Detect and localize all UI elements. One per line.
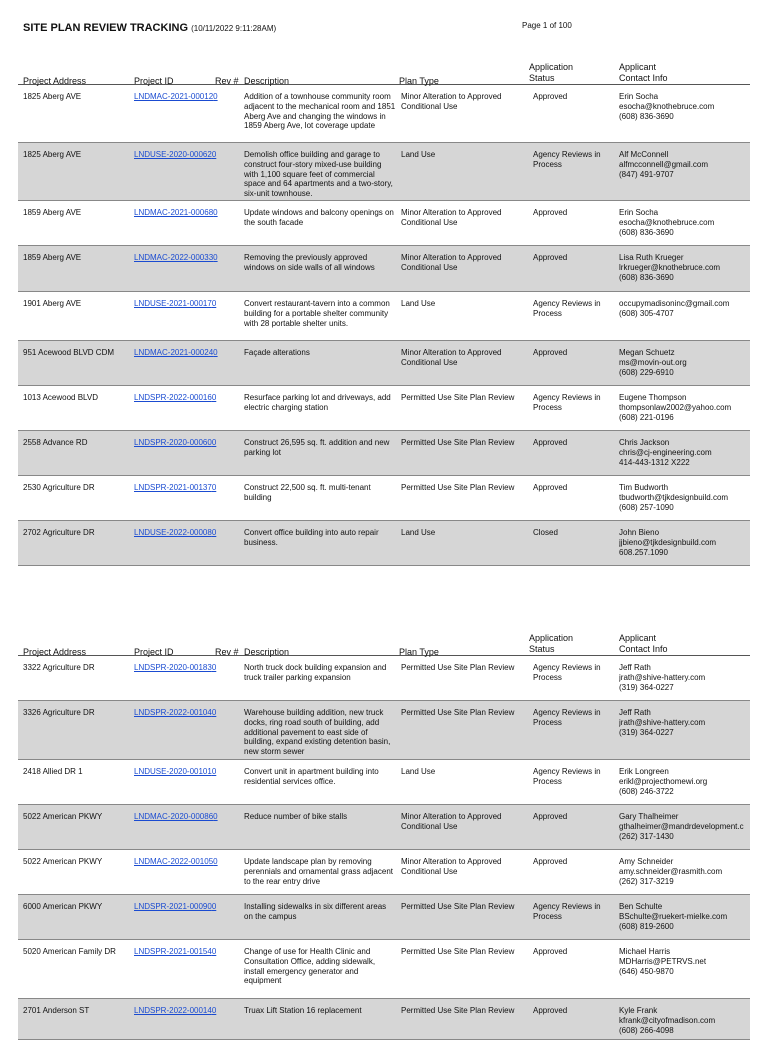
applicant-contact xyxy=(619,708,749,737)
project-address: 5022 American PKWY xyxy=(23,812,103,821)
contact-phone: (608) 229-6910 xyxy=(619,367,674,377)
project-id: LNDSPR-2021-00090 xyxy=(134,902,212,911)
col-header-plan-type: Plan Type xyxy=(399,76,439,86)
project-id-link[interactable] xyxy=(134,767,222,777)
project-id-link[interactable] xyxy=(134,1006,222,1016)
contact-email: BSchulte@ruekert-mielke.com xyxy=(619,911,728,921)
project-id: LNDSPR-2020-00060 xyxy=(134,438,212,447)
project-id: LNDMAC-2021-00024 xyxy=(134,348,214,357)
contact-email: erikl@projecthomewi.org xyxy=(619,776,708,786)
project-address: 6000 American PKWY xyxy=(23,902,103,911)
revision-number: 0 xyxy=(211,902,217,911)
contact-phone: (262) 317-1430 xyxy=(619,831,674,841)
project-address: 1859 Aberg AVE xyxy=(23,208,82,217)
description: Demolish office building and garage to construct four-story mixed-use building with 1,100 square feet of commercial space and 64 apartments and a two-story, six-unit townhouse. xyxy=(244,150,393,199)
project-id: LNDSPR-2021-00137 xyxy=(134,483,212,492)
contact-name: Megan Schuetz xyxy=(619,348,675,357)
applicant-contact xyxy=(619,483,749,512)
application-status: Approved xyxy=(533,947,568,956)
col-header-contact-line1: Applicant xyxy=(619,633,657,643)
col-header-address: Project Address xyxy=(23,647,87,657)
contact-name: Lisa Ruth Krueger xyxy=(619,253,684,262)
revision-number: 0 xyxy=(211,708,217,717)
table-row xyxy=(18,940,750,999)
applicant-contact xyxy=(619,208,749,237)
plan-type: Permitted Use Site Plan Review xyxy=(401,393,515,402)
project-address: 1859 Aberg AVE xyxy=(23,253,82,262)
section-2 xyxy=(0,625,768,1040)
contact-email: tbudworth@tjkdesignbuild.com xyxy=(619,492,729,502)
applicant-contact xyxy=(619,92,749,121)
contact-name: Erin Socha xyxy=(619,208,659,217)
applicant-contact xyxy=(619,253,749,282)
col-header-contact-line2: Contact Info xyxy=(619,73,668,83)
description: Construct 26,595 sq. ft. addition and new parking lot xyxy=(244,438,390,457)
revision-number: 0 xyxy=(211,150,217,159)
col-header-project-id: Project ID xyxy=(134,647,174,657)
contact-phone: (608) 836-3690 xyxy=(619,111,674,121)
project-address: 951 Acewood BLVD CDM xyxy=(23,348,115,357)
plan-type: Permitted Use Site Plan Review xyxy=(401,708,515,717)
contact-phone: (646) 450-9870 xyxy=(619,966,674,976)
contact-phone: (319) 364-0227 xyxy=(619,682,674,692)
col-header-status-line1: Application xyxy=(529,62,574,72)
application-status: Agency Reviews in Process xyxy=(533,902,601,921)
plan-type: Minor Alteration to Approved Conditional Use xyxy=(401,92,502,111)
project-id: LNDUSE-2020-00101 xyxy=(134,767,212,776)
applicant-contact xyxy=(619,528,749,557)
project-address: 1013 Acewood BLVD xyxy=(23,393,99,402)
plan-type: Permitted Use Site Plan Review xyxy=(401,902,515,911)
plan-type: Minor Alteration to Approved Conditional Use xyxy=(401,253,502,272)
project-id-link[interactable] xyxy=(134,483,222,493)
col-header-description: Description xyxy=(244,76,290,86)
col-header-project-id: Project ID xyxy=(134,76,174,86)
description: Addition of a townhouse community room adjacent to the mechanical room and 1851 Aberg Ave and changing the windows in 1859 Aberg Ave, lot coverage update xyxy=(244,92,396,131)
table-row xyxy=(18,143,750,201)
contact-name: Amy Schneider xyxy=(619,857,674,866)
description: Reduce number of bike stalls xyxy=(244,812,348,821)
table-row xyxy=(18,85,750,143)
contact-phone: 414-443-1312 X222 xyxy=(619,457,690,467)
project-address: 1825 Aberg AVE xyxy=(23,92,82,101)
application-status: Agency Reviews in Process xyxy=(533,767,601,786)
revision-number: 0 xyxy=(213,812,218,821)
contact-name: Erik Longreen xyxy=(619,767,669,776)
description: Resurface parking lot and driveways, add electric charging station xyxy=(244,393,391,412)
application-status: Approved xyxy=(533,857,568,866)
contact-name: Tim Budworth xyxy=(619,483,669,492)
plan-type: Permitted Use Site Plan Review xyxy=(401,483,515,492)
project-id: LNDSPR-2021-00154 xyxy=(134,947,212,956)
table-row xyxy=(18,656,750,701)
contact-email: gthalheimer@mandrdevelopment.c xyxy=(619,821,744,831)
project-address: 2702 Agriculture DR xyxy=(23,528,95,537)
application-status: Approved xyxy=(533,208,568,217)
table-row xyxy=(18,292,750,341)
revision-number: 0 xyxy=(213,857,218,866)
col-header-status-line1: Application xyxy=(529,633,574,643)
project-id: LNDMAC-2022-00033 xyxy=(134,253,214,262)
project-id-link[interactable] xyxy=(134,812,222,822)
project-address: 2418 Allied DR 1 xyxy=(23,767,83,776)
plan-type: Land Use xyxy=(401,528,436,537)
contact-email: jjbieno@tjkdesignbuild.com xyxy=(619,537,717,547)
col-header-address: Project Address xyxy=(23,76,87,86)
table-row xyxy=(18,431,750,476)
contact-email: amy.schneider@rasmith.com xyxy=(619,866,723,876)
revision-number: 0 xyxy=(213,348,218,357)
project-id-link[interactable] xyxy=(134,528,222,538)
contact-name: Kyle Frank xyxy=(619,1006,658,1015)
contact-email: thompsonlaw2002@yahoo.com xyxy=(619,402,732,412)
project-id-link[interactable] xyxy=(134,253,222,263)
plan-type: Land Use xyxy=(401,299,436,308)
contact-phone: (262) 317-3219 xyxy=(619,876,674,886)
col-header-rev: Rev # xyxy=(215,76,239,86)
contact-name: Alf McConnell xyxy=(619,150,669,159)
description: Update windows and balcony openings on the south facade xyxy=(244,208,394,227)
revision-number: 0 xyxy=(211,767,217,776)
col-header-plan-type: Plan Type xyxy=(399,647,439,657)
description: Installing sidewalks in six different areas on the campus xyxy=(244,902,387,921)
contact-email: occupymadisoninc@gmail.com xyxy=(619,299,730,308)
table-row xyxy=(18,521,750,566)
contact-name: Jeff Rath xyxy=(619,663,651,672)
project-id-link[interactable] xyxy=(134,348,222,358)
project-address: 2701 Anderson ST xyxy=(23,1006,90,1015)
project-address: 3326 Agriculture DR xyxy=(23,708,95,717)
application-status: Agency Reviews in Process xyxy=(533,708,601,727)
application-status: Approved xyxy=(533,253,568,262)
table-row xyxy=(18,805,750,850)
plan-type: Minor Alteration to Approved Conditional Use xyxy=(401,348,502,367)
contact-phone: (608) 836-3690 xyxy=(619,272,674,282)
contact-email: esocha@knothebruce.com xyxy=(619,217,715,227)
project-id: LNDSPR-2020-00183 xyxy=(134,663,212,672)
project-id: LNDMAC-2021-00068 xyxy=(134,208,214,217)
project-id: LNDSPR-2022-00014 xyxy=(134,1006,212,1015)
project-id-link[interactable] xyxy=(134,902,222,912)
revision-number: 0 xyxy=(211,663,217,672)
contact-name: Eugene Thompson xyxy=(619,393,687,402)
revision-number: 0 xyxy=(213,208,218,217)
table-row xyxy=(18,201,750,246)
plan-type: Land Use xyxy=(401,767,436,776)
table-row xyxy=(18,850,750,895)
report-timestamp: (10/11/2022 9:11:28AM) xyxy=(191,24,277,33)
contact-phone: (319) 364-0227 xyxy=(619,727,674,737)
description: Construct 22,500 sq. ft. multi-tenant building xyxy=(244,483,371,502)
table-row xyxy=(18,895,750,940)
description: Convert office building into auto repair business. xyxy=(244,528,379,547)
col-header-description: Description xyxy=(244,647,290,657)
contact-email: jrath@shive-hattery.com xyxy=(619,717,706,727)
applicant-contact xyxy=(619,1006,749,1035)
description: North truck dock building expansion and truck trailer parking expansion xyxy=(244,663,387,682)
contact-name: Erin Socha xyxy=(619,92,659,101)
project-id: LNDSPR-2022-00016 xyxy=(134,393,212,402)
description: Façade alterations xyxy=(244,348,310,357)
table-row xyxy=(18,341,750,386)
col-header-status-line2: Status xyxy=(529,644,555,654)
contact-phone: 608.257.1090 xyxy=(619,547,668,557)
project-id: LNDMAC-2020-00086 xyxy=(134,812,214,821)
column-header-row xyxy=(18,54,750,85)
project-address: 5020 American Family DR xyxy=(23,947,116,956)
application-status: Approved xyxy=(533,1006,568,1015)
contact-phone: (608) 266-4098 xyxy=(619,1025,674,1035)
applicant-contact xyxy=(619,438,749,467)
project-id: LNDUSE-2020-00062 xyxy=(134,150,212,159)
plan-type: Permitted Use Site Plan Review xyxy=(401,947,515,956)
applicant-contact xyxy=(619,393,749,422)
contact-name: Jeff Rath xyxy=(619,708,651,717)
description: Change of use for Health Clinic and Consultation Office, adding sidewalk, install emergency generator and equipment xyxy=(244,947,376,986)
contact-name: Ben Schulte xyxy=(619,902,663,911)
contact-name: John Bieno xyxy=(619,528,660,537)
applicant-contact xyxy=(619,857,749,886)
application-status: Closed xyxy=(533,528,558,537)
col-header-contact-line2: Contact Info xyxy=(619,644,668,654)
applicant-contact xyxy=(619,902,749,931)
project-id-link[interactable] xyxy=(134,857,222,867)
project-address: 1825 Aberg AVE xyxy=(23,150,82,159)
description: Removing the previously approved windows on side walls of all windows xyxy=(244,253,375,272)
description: Warehouse building addition, new truck docks, ring road south of building, add additional pavement to east side of building, expand existing detention basin, new storm sewer xyxy=(244,708,391,757)
plan-type: Permitted Use Site Plan Review xyxy=(401,438,515,447)
col-header-status-line2: Status xyxy=(529,73,555,83)
application-status: Approved xyxy=(533,438,568,447)
column-header-row xyxy=(18,625,750,656)
application-status: Approved xyxy=(533,483,568,492)
revision-number: 0 xyxy=(211,393,217,402)
revision-number: 0 xyxy=(211,483,217,492)
project-id-link[interactable] xyxy=(134,393,222,403)
project-address: 1901 Aberg AVE xyxy=(23,299,82,308)
table-row xyxy=(18,246,750,292)
contact-email: ms@movin-out.org xyxy=(619,357,687,367)
application-status: Approved xyxy=(533,348,568,357)
revision-number: 0 xyxy=(211,438,217,447)
section-1 xyxy=(0,54,768,566)
table-row xyxy=(18,999,750,1040)
contact-email: kfrank@cityofmadison.com xyxy=(619,1015,716,1025)
contact-email: MDHarris@PETRVS.net xyxy=(619,956,707,966)
application-status: Agency Reviews in Process xyxy=(533,663,601,682)
plan-type: Minor Alteration to Approved Conditional Use xyxy=(401,857,502,876)
revision-number: 0 xyxy=(211,947,217,956)
applicant-contact xyxy=(619,150,749,179)
revision-number: 0 xyxy=(211,1006,217,1015)
project-address: 3322 Agriculture DR xyxy=(23,663,95,672)
project-address: 2558 Advance RD xyxy=(23,438,88,447)
project-id: LNDMAC-2022-00105 xyxy=(134,857,214,866)
project-id-link[interactable] xyxy=(134,299,222,309)
project-id: LNDUSE-2022-00008 xyxy=(134,528,212,537)
col-header-contact-line1: Applicant xyxy=(619,62,657,72)
project-id-link[interactable] xyxy=(134,150,222,160)
project-id-link[interactable] xyxy=(134,663,222,673)
applicant-contact xyxy=(619,299,749,319)
applicant-contact xyxy=(619,812,749,841)
project-id-link[interactable] xyxy=(134,208,222,218)
project-id: LNDMAC-2021-00012 xyxy=(134,92,214,101)
contact-email: jrath@shive-hattery.com xyxy=(619,672,706,682)
contact-email: alfmcconnell@gmail.com xyxy=(619,159,709,169)
col-header-rev: Rev # xyxy=(215,647,239,657)
description: Convert restaurant-tavern into a common building for a portable shelter community with 28 portable shelter units. xyxy=(244,299,390,328)
contact-phone: (608) 221-0196 xyxy=(619,412,674,422)
application-status: Agency Reviews in Process xyxy=(533,299,601,318)
project-id: LNDSPR-2022-00104 xyxy=(134,708,212,717)
contact-name: Gary Thalheimer xyxy=(619,812,679,821)
application-status: Agency Reviews in Process xyxy=(533,393,601,412)
applicant-contact xyxy=(619,348,749,377)
contact-name: Michael Harris xyxy=(619,947,671,956)
contact-phone: (847) 491-9707 xyxy=(619,169,674,179)
contact-phone: (608) 305-4707 xyxy=(619,308,674,318)
contact-phone: (608) 819-2600 xyxy=(619,921,674,931)
description: Convert unit in apartment building into residential services office. xyxy=(244,767,379,786)
application-status: Approved xyxy=(533,92,568,101)
revision-number: 0 xyxy=(211,299,217,308)
plan-type: Minor Alteration to Approved Conditional Use xyxy=(401,208,502,227)
contact-email: lrkrueger@knothebruce.com xyxy=(619,262,721,272)
table-row xyxy=(18,476,750,521)
project-id-link[interactable] xyxy=(134,708,222,718)
contact-email: chris@cj-engineering.com xyxy=(619,447,712,457)
contact-email: esocha@knothebruce.com xyxy=(619,101,715,111)
table-row xyxy=(18,760,750,805)
table-row xyxy=(18,701,750,760)
revision-number: 0 xyxy=(211,528,217,537)
plan-type: Permitted Use Site Plan Review xyxy=(401,663,515,672)
application-status: Approved xyxy=(533,812,568,821)
plan-type: Minor Alteration to Approved Conditional Use xyxy=(401,812,502,831)
description: Update landscape plan by removing perennials and ornamental grass adjacent to the rear entry drive xyxy=(244,857,393,886)
project-id-link[interactable] xyxy=(134,438,222,448)
applicant-contact xyxy=(619,663,749,692)
contact-phone: (608) 257-1090 xyxy=(619,502,674,512)
project-id-link[interactable] xyxy=(134,947,222,957)
revision-number: 0 xyxy=(213,92,218,101)
applicant-contact xyxy=(619,947,749,976)
applicant-contact xyxy=(619,767,749,796)
report-title-text: SITE PLAN REVIEW TRACKING xyxy=(23,22,189,34)
project-id-link[interactable] xyxy=(134,92,222,102)
plan-type: Permitted Use Site Plan Review xyxy=(401,1006,515,1015)
table-row xyxy=(18,386,750,431)
description: Truax Lift Station 16 replacement xyxy=(244,1006,362,1015)
page-indicator: Page 1 of 100 xyxy=(522,21,572,30)
report-title xyxy=(23,22,276,34)
revision-number: 0 xyxy=(213,253,218,262)
plan-type: Land Use xyxy=(401,150,436,159)
contact-phone: (608) 836-3690 xyxy=(619,227,674,237)
application-status: Agency Reviews in Process xyxy=(533,150,601,169)
contact-name: Chris Jackson xyxy=(619,438,670,447)
project-id: LNDUSE-2021-00017 xyxy=(134,299,212,308)
project-address: 5022 American PKWY xyxy=(23,857,103,866)
project-address: 2530 Agriculture DR xyxy=(23,483,95,492)
contact-phone: (608) 246-3722 xyxy=(619,786,674,796)
